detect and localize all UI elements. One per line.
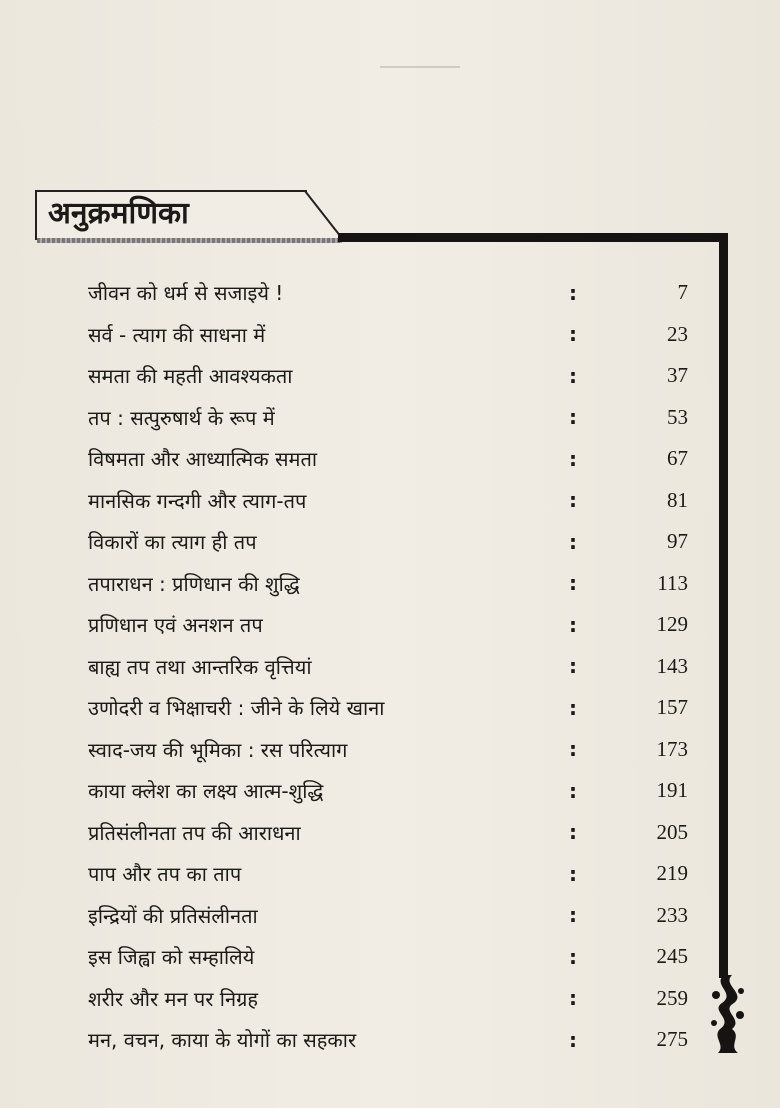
entry-page-number: 23 bbox=[667, 321, 688, 346]
entry-title: प्रतिसंलीनता तप की आराधना bbox=[88, 820, 301, 845]
toc-entry bbox=[88, 936, 688, 978]
heading-tab-shadow bbox=[37, 238, 342, 243]
entry-page-number: 143 bbox=[656, 653, 688, 678]
toc-entry bbox=[88, 480, 688, 522]
entry-title: विकारों का त्याग ही तप bbox=[88, 530, 257, 555]
entry-title: मन, वचन, काया के योगों का सहकार bbox=[88, 1028, 357, 1053]
entry-page-number: 67 bbox=[667, 446, 688, 471]
entry-separator: : bbox=[569, 778, 577, 803]
entry-title: इन्द्रियों की प्रतिसंलीनता bbox=[88, 903, 258, 928]
entry-title: इस जिह्वा को सम्हालिये bbox=[88, 945, 255, 970]
entry-separator: : bbox=[569, 861, 577, 886]
entry-page-number: 53 bbox=[667, 404, 688, 429]
toc-entry bbox=[88, 646, 688, 688]
toc-entry bbox=[88, 687, 688, 729]
entry-title: स्वाद-जय की भूमिका : रस परित्याग bbox=[88, 737, 348, 762]
entry-page-number: 81 bbox=[667, 487, 688, 512]
entry-separator: : bbox=[569, 695, 577, 720]
entry-page-number: 173 bbox=[656, 736, 688, 761]
toc-entry bbox=[88, 1019, 688, 1061]
entry-page-number: 37 bbox=[667, 363, 688, 388]
entry-title: समता की महती आवश्यकता bbox=[88, 364, 293, 389]
entry-title: तपाराधन : प्रणिधान की शुद्धि bbox=[88, 571, 300, 596]
entry-page-number: 97 bbox=[667, 529, 688, 554]
entry-page-number: 219 bbox=[656, 861, 688, 886]
entry-page-number: 233 bbox=[656, 902, 688, 927]
toc-entry bbox=[88, 397, 688, 439]
entry-page-number: 259 bbox=[656, 985, 688, 1010]
entry-separator: : bbox=[569, 488, 577, 513]
border-top-rule bbox=[338, 233, 728, 242]
entry-page-number: 205 bbox=[656, 819, 688, 844]
entry-title: सर्व - त्याग की साधना में bbox=[88, 322, 266, 347]
table-of-contents bbox=[88, 272, 688, 1061]
entry-page-number: 7 bbox=[677, 280, 688, 305]
toc-entry bbox=[88, 521, 688, 563]
entry-title: शरीर और मन पर निग्रह bbox=[88, 986, 258, 1011]
entry-separator: : bbox=[569, 322, 577, 347]
entry-page-number: 191 bbox=[656, 778, 688, 803]
entry-title: काया क्लेश का लक्ष्य आत्म-शुद्धि bbox=[88, 779, 324, 804]
toc-entry bbox=[88, 438, 688, 480]
toc-entry bbox=[88, 978, 688, 1020]
entry-separator: : bbox=[569, 654, 577, 679]
entry-title: प्रणिधान एवं अनशन तप bbox=[88, 613, 263, 638]
entry-separator: : bbox=[569, 986, 577, 1011]
floral-ornament-icon bbox=[708, 975, 748, 1055]
border-right-rule bbox=[719, 233, 728, 978]
entry-separator: : bbox=[569, 529, 577, 554]
entry-title: तप : सत्पुरुषार्थ के रूप में bbox=[88, 405, 275, 430]
entry-title: उणोदरी व भिक्षाचरी : जीने के लिये खाना bbox=[88, 696, 385, 721]
toc-entry bbox=[88, 853, 688, 895]
entry-separator: : bbox=[569, 446, 577, 471]
entry-title: जीवन को धर्म से सजाइये ! bbox=[88, 281, 284, 306]
toc-entry bbox=[88, 563, 688, 605]
entry-separator: : bbox=[569, 737, 577, 762]
entry-page-number: 275 bbox=[656, 1027, 688, 1052]
toc-entry bbox=[88, 272, 688, 314]
page-title: अनुक्रमणिका bbox=[48, 196, 189, 231]
entry-separator: : bbox=[569, 280, 577, 305]
entry-separator: : bbox=[569, 363, 577, 388]
entry-title: बाह्य तप तथा आन्तरिक वृत्तियां bbox=[88, 654, 312, 679]
entry-title: पाप और तप का ताप bbox=[88, 862, 242, 887]
toc-entry bbox=[88, 314, 688, 356]
toc-entry bbox=[88, 895, 688, 937]
entry-title: मानसिक गन्दगी और त्याग-तप bbox=[88, 488, 307, 513]
toc-entry bbox=[88, 770, 688, 812]
entry-separator: : bbox=[569, 571, 577, 596]
entry-separator: : bbox=[569, 405, 577, 430]
toc-entry bbox=[88, 812, 688, 854]
entry-page-number: 157 bbox=[656, 695, 688, 720]
print-smudge bbox=[380, 66, 460, 68]
entry-page-number: 129 bbox=[656, 612, 688, 637]
entry-separator: : bbox=[569, 820, 577, 845]
entry-title: विषमता और आध्यात्मिक समता bbox=[88, 447, 318, 472]
entry-page-number: 245 bbox=[656, 944, 688, 969]
entry-separator: : bbox=[569, 612, 577, 637]
entry-separator: : bbox=[569, 903, 577, 928]
entry-separator: : bbox=[569, 944, 577, 969]
toc-entry bbox=[88, 355, 688, 397]
toc-entry bbox=[88, 604, 688, 646]
entry-page-number: 113 bbox=[657, 570, 688, 595]
toc-entry bbox=[88, 729, 688, 771]
entry-separator: : bbox=[569, 1027, 577, 1052]
